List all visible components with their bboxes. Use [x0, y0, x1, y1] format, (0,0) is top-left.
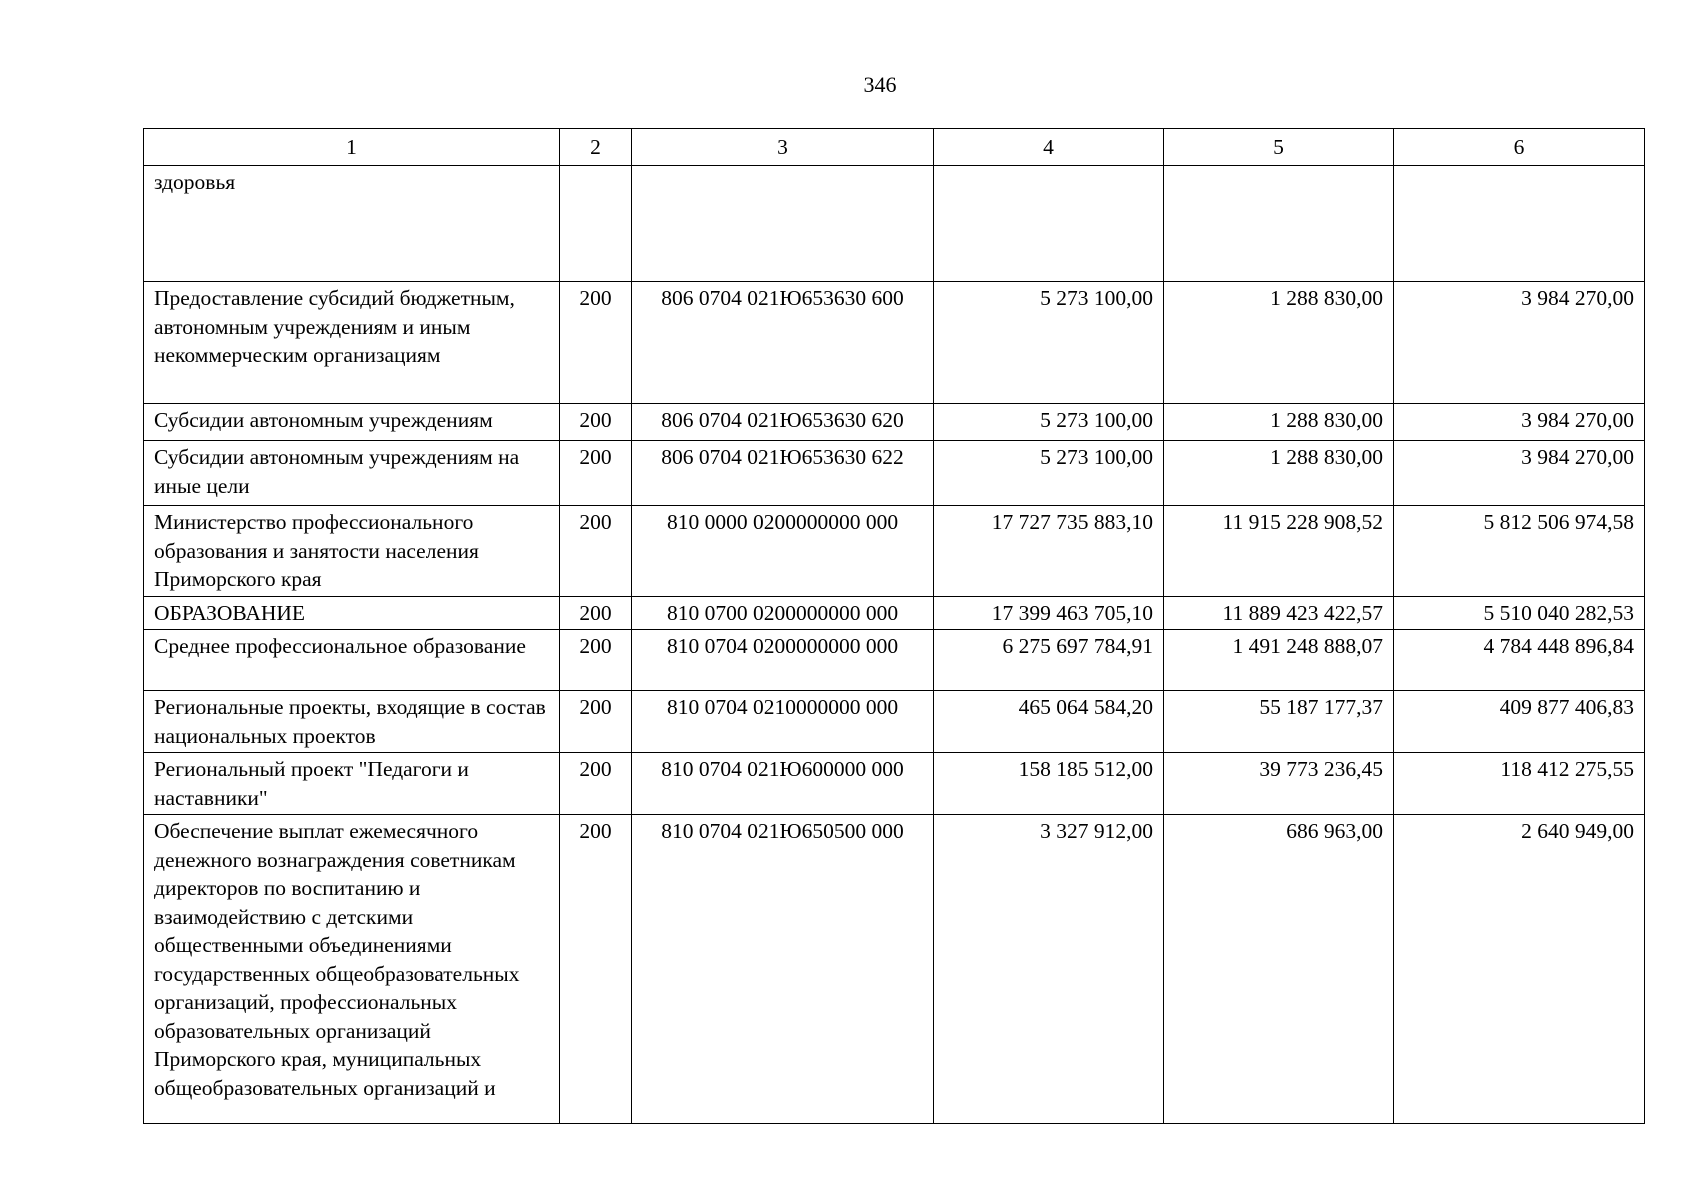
- table-row: [144, 506, 1645, 597]
- row-kbk-cell: 810 0000 0200000000 000: [632, 506, 934, 597]
- row-value-4-cell: 158 185 512,00: [934, 753, 1164, 815]
- table-row: [144, 441, 1645, 506]
- budget-table: [143, 128, 1645, 1124]
- header-row: [144, 129, 1645, 166]
- row-kbk-cell: 806 0704 021Ю653630 620: [632, 404, 934, 441]
- row-name-cell: Среднее профессиональное образование: [144, 630, 560, 691]
- row-code-cell: 200: [560, 753, 632, 815]
- row-value-5-cell: 1 288 830,00: [1164, 282, 1394, 404]
- column-header-3: 3: [632, 129, 934, 166]
- row-value-6-cell: 3 984 270,00: [1394, 404, 1645, 441]
- row-value-5-cell: 1 491 248 888,07: [1164, 630, 1394, 691]
- row-value-4-cell: 6 275 697 784,91: [934, 630, 1164, 691]
- column-header-2: 2: [560, 129, 632, 166]
- row-name-cell: ОБРАЗОВАНИЕ: [144, 596, 560, 630]
- row-value-5-cell: 11 889 423 422,57: [1164, 596, 1394, 630]
- row-value-4-cell: 17 727 735 883,10: [934, 506, 1164, 597]
- table-row: [144, 404, 1645, 441]
- row-name-cell: Субсидии автономным учреждениям: [144, 404, 560, 441]
- page-number: 346: [863, 72, 897, 97]
- row-kbk-cell: 810 0704 021Ю650500 000: [632, 815, 934, 1124]
- row-kbk-cell: 810 0704 0210000000 000: [632, 691, 934, 753]
- row-name-cell: Региональный проект "Педагоги и наставники": [144, 753, 560, 815]
- row-value-5-cell: [1164, 166, 1394, 282]
- row-value-6-cell: 118 412 275,55: [1394, 753, 1645, 815]
- row-value-4-cell: 5 273 100,00: [934, 282, 1164, 404]
- row-code-cell: 200: [560, 630, 632, 691]
- row-kbk-cell: [632, 166, 934, 282]
- row-name-cell: Региональные проекты, входящие в состав национальных проектов: [144, 691, 560, 753]
- row-code-cell: 200: [560, 815, 632, 1124]
- row-value-5-cell: 55 187 177,37: [1164, 691, 1394, 753]
- row-kbk-cell: 810 0700 0200000000 000: [632, 596, 934, 630]
- row-code-cell: 200: [560, 596, 632, 630]
- row-value-5-cell: 686 963,00: [1164, 815, 1394, 1124]
- row-value-5-cell: 1 288 830,00: [1164, 441, 1394, 506]
- row-value-4-cell: [934, 166, 1164, 282]
- table-row: [144, 282, 1645, 404]
- row-name-cell: Обеспечение выплат ежемесячного денежного вознаграждения советникам директоров по воспитанию и взаимодействию с детскими общественными объединениями государственных общеобразовательных организаций, профессиональных образовательных организаций Приморского края, муниципальных общеобразовательных организаций и: [144, 815, 560, 1124]
- row-name-cell: Министерство профессионального образования и занятости населения Приморского края: [144, 506, 560, 597]
- row-value-6-cell: 2 640 949,00: [1394, 815, 1645, 1124]
- row-value-6-cell: [1394, 166, 1645, 282]
- column-header-1: 1: [144, 129, 560, 166]
- row-value-6-cell: 409 877 406,83: [1394, 691, 1645, 753]
- row-code-cell: [560, 166, 632, 282]
- row-code-cell: 200: [560, 441, 632, 506]
- table-row: [144, 630, 1645, 691]
- row-code-cell: 200: [560, 691, 632, 753]
- row-value-6-cell: 3 984 270,00: [1394, 282, 1645, 404]
- row-name-cell: Предоставление субсидий бюджетным, автономным учреждениям и иным некоммерческим организациям: [144, 282, 560, 404]
- row-kbk-cell: 810 0704 0200000000 000: [632, 630, 934, 691]
- row-value-5-cell: 11 915 228 908,52: [1164, 506, 1394, 597]
- row-value-6-cell: 4 784 448 896,84: [1394, 630, 1645, 691]
- row-code-cell: 200: [560, 506, 632, 597]
- row-name-cell: Субсидии автономным учреждениям на иные цели: [144, 441, 560, 506]
- table-row: [144, 166, 1645, 282]
- row-kbk-cell: 806 0704 021Ю653630 600: [632, 282, 934, 404]
- row-value-4-cell: 17 399 463 705,10: [934, 596, 1164, 630]
- row-value-5-cell: 39 773 236,45: [1164, 753, 1394, 815]
- table-row: [144, 815, 1645, 1124]
- row-code-cell: 200: [560, 404, 632, 441]
- row-value-4-cell: 3 327 912,00: [934, 815, 1164, 1124]
- row-code-cell: 200: [560, 282, 632, 404]
- row-value-6-cell: 3 984 270,00: [1394, 441, 1645, 506]
- row-kbk-cell: 806 0704 021Ю653630 622: [632, 441, 934, 506]
- column-header-5: 5: [1164, 129, 1394, 166]
- row-value-4-cell: 5 273 100,00: [934, 441, 1164, 506]
- row-kbk-cell: 810 0704 021Ю600000 000: [632, 753, 934, 815]
- table-row: [144, 596, 1645, 630]
- table-row: [144, 691, 1645, 753]
- row-value-6-cell: 5 812 506 974,58: [1394, 506, 1645, 597]
- column-header-6: 6: [1394, 129, 1645, 166]
- row-value-5-cell: 1 288 830,00: [1164, 404, 1394, 441]
- row-value-6-cell: 5 510 040 282,53: [1394, 596, 1645, 630]
- column-header-4: 4: [934, 129, 1164, 166]
- row-name-cell: здоровья: [144, 166, 560, 282]
- row-value-4-cell: 465 064 584,20: [934, 691, 1164, 753]
- row-value-4-cell: 5 273 100,00: [934, 404, 1164, 441]
- table-row: [144, 753, 1645, 815]
